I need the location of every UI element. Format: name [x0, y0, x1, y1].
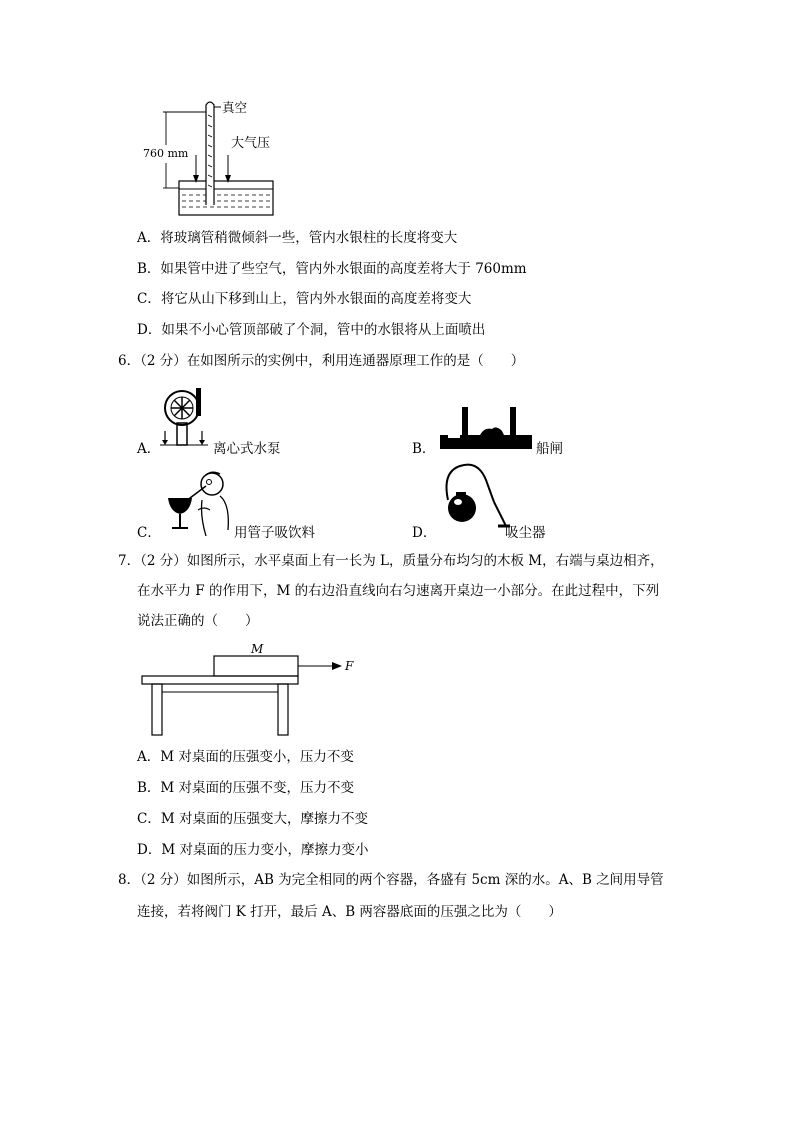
- q7-stem-line2: 在水平力 F 的作用下，M 的右边沿直线向右匀速离开桌边一小部分。在此过程中，下列: [137, 583, 660, 599]
- q6-a-letter: A．: [137, 441, 161, 457]
- q6-a-label: 离心式水泵: [213, 441, 281, 457]
- q5-option-d: D．如果不小心管顶部破了个洞，管中的水银将从上面喷出: [137, 322, 486, 338]
- force-f-label: F: [345, 659, 354, 673]
- q8-stem-line1: 8．（2 分）如图所示，AB 为完全相同的两个容器，各盛有 5cm 深的水。A、B 之间用导管: [118, 872, 664, 888]
- q7-option-d: D．M 对桌面的压力变小，摩擦力变小: [137, 842, 369, 858]
- q7-stem-line1: 7．（2 分）如图所示，水平桌面上有一长为 L，质量分布均匀的木板 M，右端与桌边相齐，: [118, 553, 664, 569]
- atmosphere-label: 大气压: [231, 136, 271, 151]
- q5-option-b: B．如果管中进了些空气，管内外水银面的高度差将大于 760mm: [137, 261, 527, 277]
- q6-b-label: 船闸: [536, 441, 563, 457]
- table-board-figure: [142, 655, 357, 737]
- board-m-label: M: [251, 642, 264, 656]
- ship-lock-icon: [440, 405, 532, 451]
- q7-stem-line3: 说法正确的（ ）: [137, 613, 259, 629]
- q7-option-b: B．M 对桌面的压强不变，压力不变: [137, 780, 355, 796]
- height-label: 760 mm: [143, 145, 188, 163]
- q5-option-a: A．将玻璃管稍微倾斜一些，管内水银柱的长度将变大: [137, 230, 458, 246]
- q7-option-a: A．M 对桌面的压强变小，压力不变: [137, 749, 354, 765]
- vacuum-label: 真空: [222, 100, 248, 115]
- vacuum-cleaner-icon: [440, 462, 510, 530]
- centrifugal-pump-icon: [160, 385, 215, 447]
- q6-c-label: 用管子吸饮料: [234, 525, 315, 541]
- drinking-straw-icon: [162, 470, 234, 538]
- q6-d-letter: D．: [412, 525, 437, 541]
- q8-stem-line2: 连接，若将阀门 K 打开，最后 A、B 两容器底面的压强之比为（ ）: [137, 904, 562, 920]
- q6-d-label: 吸尘器: [505, 525, 546, 541]
- q5-option-c: C．将它从山下移到山上，管内外水银面的高度差将变大: [137, 291, 472, 307]
- q6-c-letter: C．: [137, 525, 161, 541]
- q6-stem: 6．（2 分）在如图所示的实例中，利用连通器原理工作的是（ ）: [118, 353, 525, 369]
- q7-option-c: C．M 对桌面的压强变大，摩擦力不变: [137, 811, 368, 827]
- q6-b-letter: B．: [412, 441, 436, 457]
